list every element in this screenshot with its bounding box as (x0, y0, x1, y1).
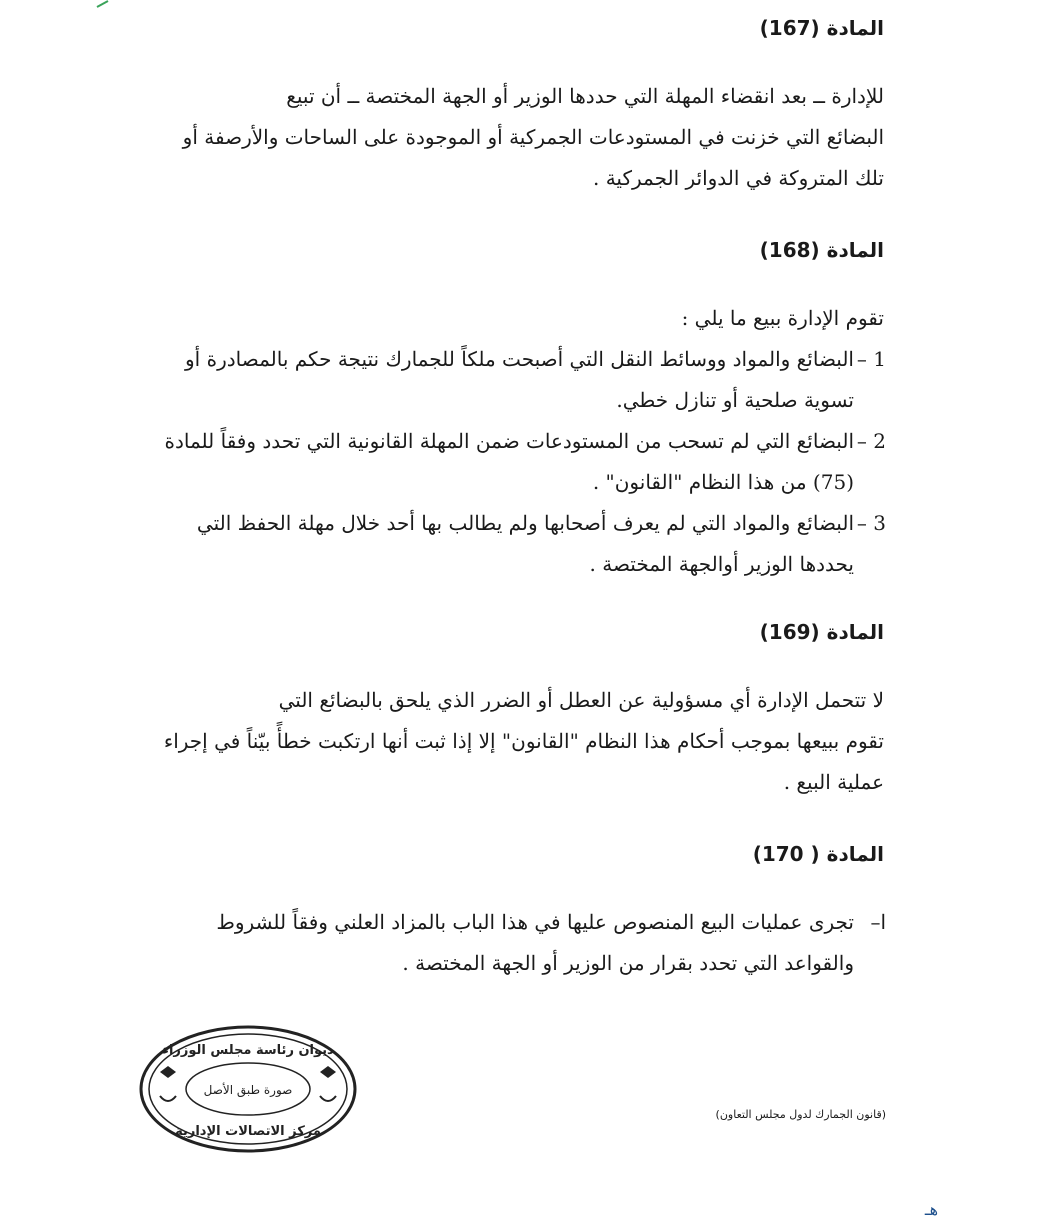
article-169-heading: المادة (169) (759, 620, 884, 644)
item-number: 2 – (856, 429, 886, 453)
footer-note: (قانون الجمارك لدول مجلس التعاون) (715, 1108, 886, 1121)
article-169-text (164, 680, 884, 803)
article-169-line-2: تقوم ببيعها بموجب أحكام هذا النظام "القانون" إلا إذا ثبت أنها ارتكبت خطأً بيّناً في إجراء (163, 729, 884, 753)
article-168-intro-line: تقوم الإدارة ببيع ما يلي : (681, 306, 884, 330)
article-169-line-3: عملية البيع . (783, 770, 884, 794)
item-number: 1 – (856, 347, 886, 371)
article-168-item-3 (166, 503, 886, 585)
item-line: والقواعد التي تحدد بقرار من الوزير أو الجهة المختصة . (402, 951, 854, 975)
item-line: (75) من هذا النظام "القانون" . (592, 470, 854, 494)
page-mark: هـ (924, 1200, 938, 1219)
item-line: البضائع والمواد التي لم يعرف أصحابها ولم يطالب بها أحد خلال مهلة الحفظ التي (196, 511, 854, 535)
item-line: تجرى عمليات البيع المنصوص عليها في هذا الباب بالمزاد العلني وفقاً للشروط (216, 910, 854, 934)
article-168-item-2 (166, 421, 886, 503)
article-167-heading: المادة (167) (759, 16, 884, 40)
article-167-line-3: تلك المتروكة في الدوائر الجمركية . (592, 166, 884, 190)
article-170-item-1 (166, 902, 886, 984)
article-168-intro (164, 298, 884, 339)
item-line: تسوية صلحية أو تنازل خطي. (616, 388, 854, 412)
article-167-line-2: البضائع التي خزنت في المستودعات الجمركية أو الموجودة على الساحات والأرصفة أو (182, 125, 884, 149)
emblem-icon (320, 1066, 336, 1101)
article-170-heading: المادة ( 170) (752, 842, 884, 866)
item-number: ا– (870, 910, 886, 934)
stamp-bottom-text: مركز الاتصالات الإدارية (175, 1124, 321, 1139)
emblem-icon (160, 1066, 176, 1101)
official-stamp (138, 1024, 358, 1154)
article-167-line-1: للإدارة ــ بعد انقضاء المهلة التي حددها الوزير أو الجهة المختصة ــ أن تبيع (286, 84, 884, 108)
stamp-middle-text: صورة طبق الأصل (203, 1083, 293, 1097)
item-line: البضائع والمواد ووسائط النقل التي أصبحت ملكاً للجمارك نتيجة حكم بالمصادرة أو (185, 347, 854, 371)
item-number: 3 – (856, 511, 886, 535)
article-169-line-1: لا تتحمل الإدارة أي مسؤولية عن العطل أو الضرر الذي يلحق بالبضائع التي (278, 688, 884, 712)
item-line: البضائع التي لم تسحب من المستودعات ضمن المهلة القانونية التي تحدد وفقاً للمادة (164, 429, 854, 453)
article-168-item-1 (166, 339, 886, 421)
corner-scan-mark (96, 0, 110, 8)
stamp-top-text: ديوان رئاسة مجلس الوزراء (162, 1043, 334, 1058)
item-line: يحددها الوزير أوالجهة المختصة . (589, 552, 854, 576)
article-168-heading: المادة (168) (759, 238, 884, 262)
article-167-text (164, 76, 884, 199)
